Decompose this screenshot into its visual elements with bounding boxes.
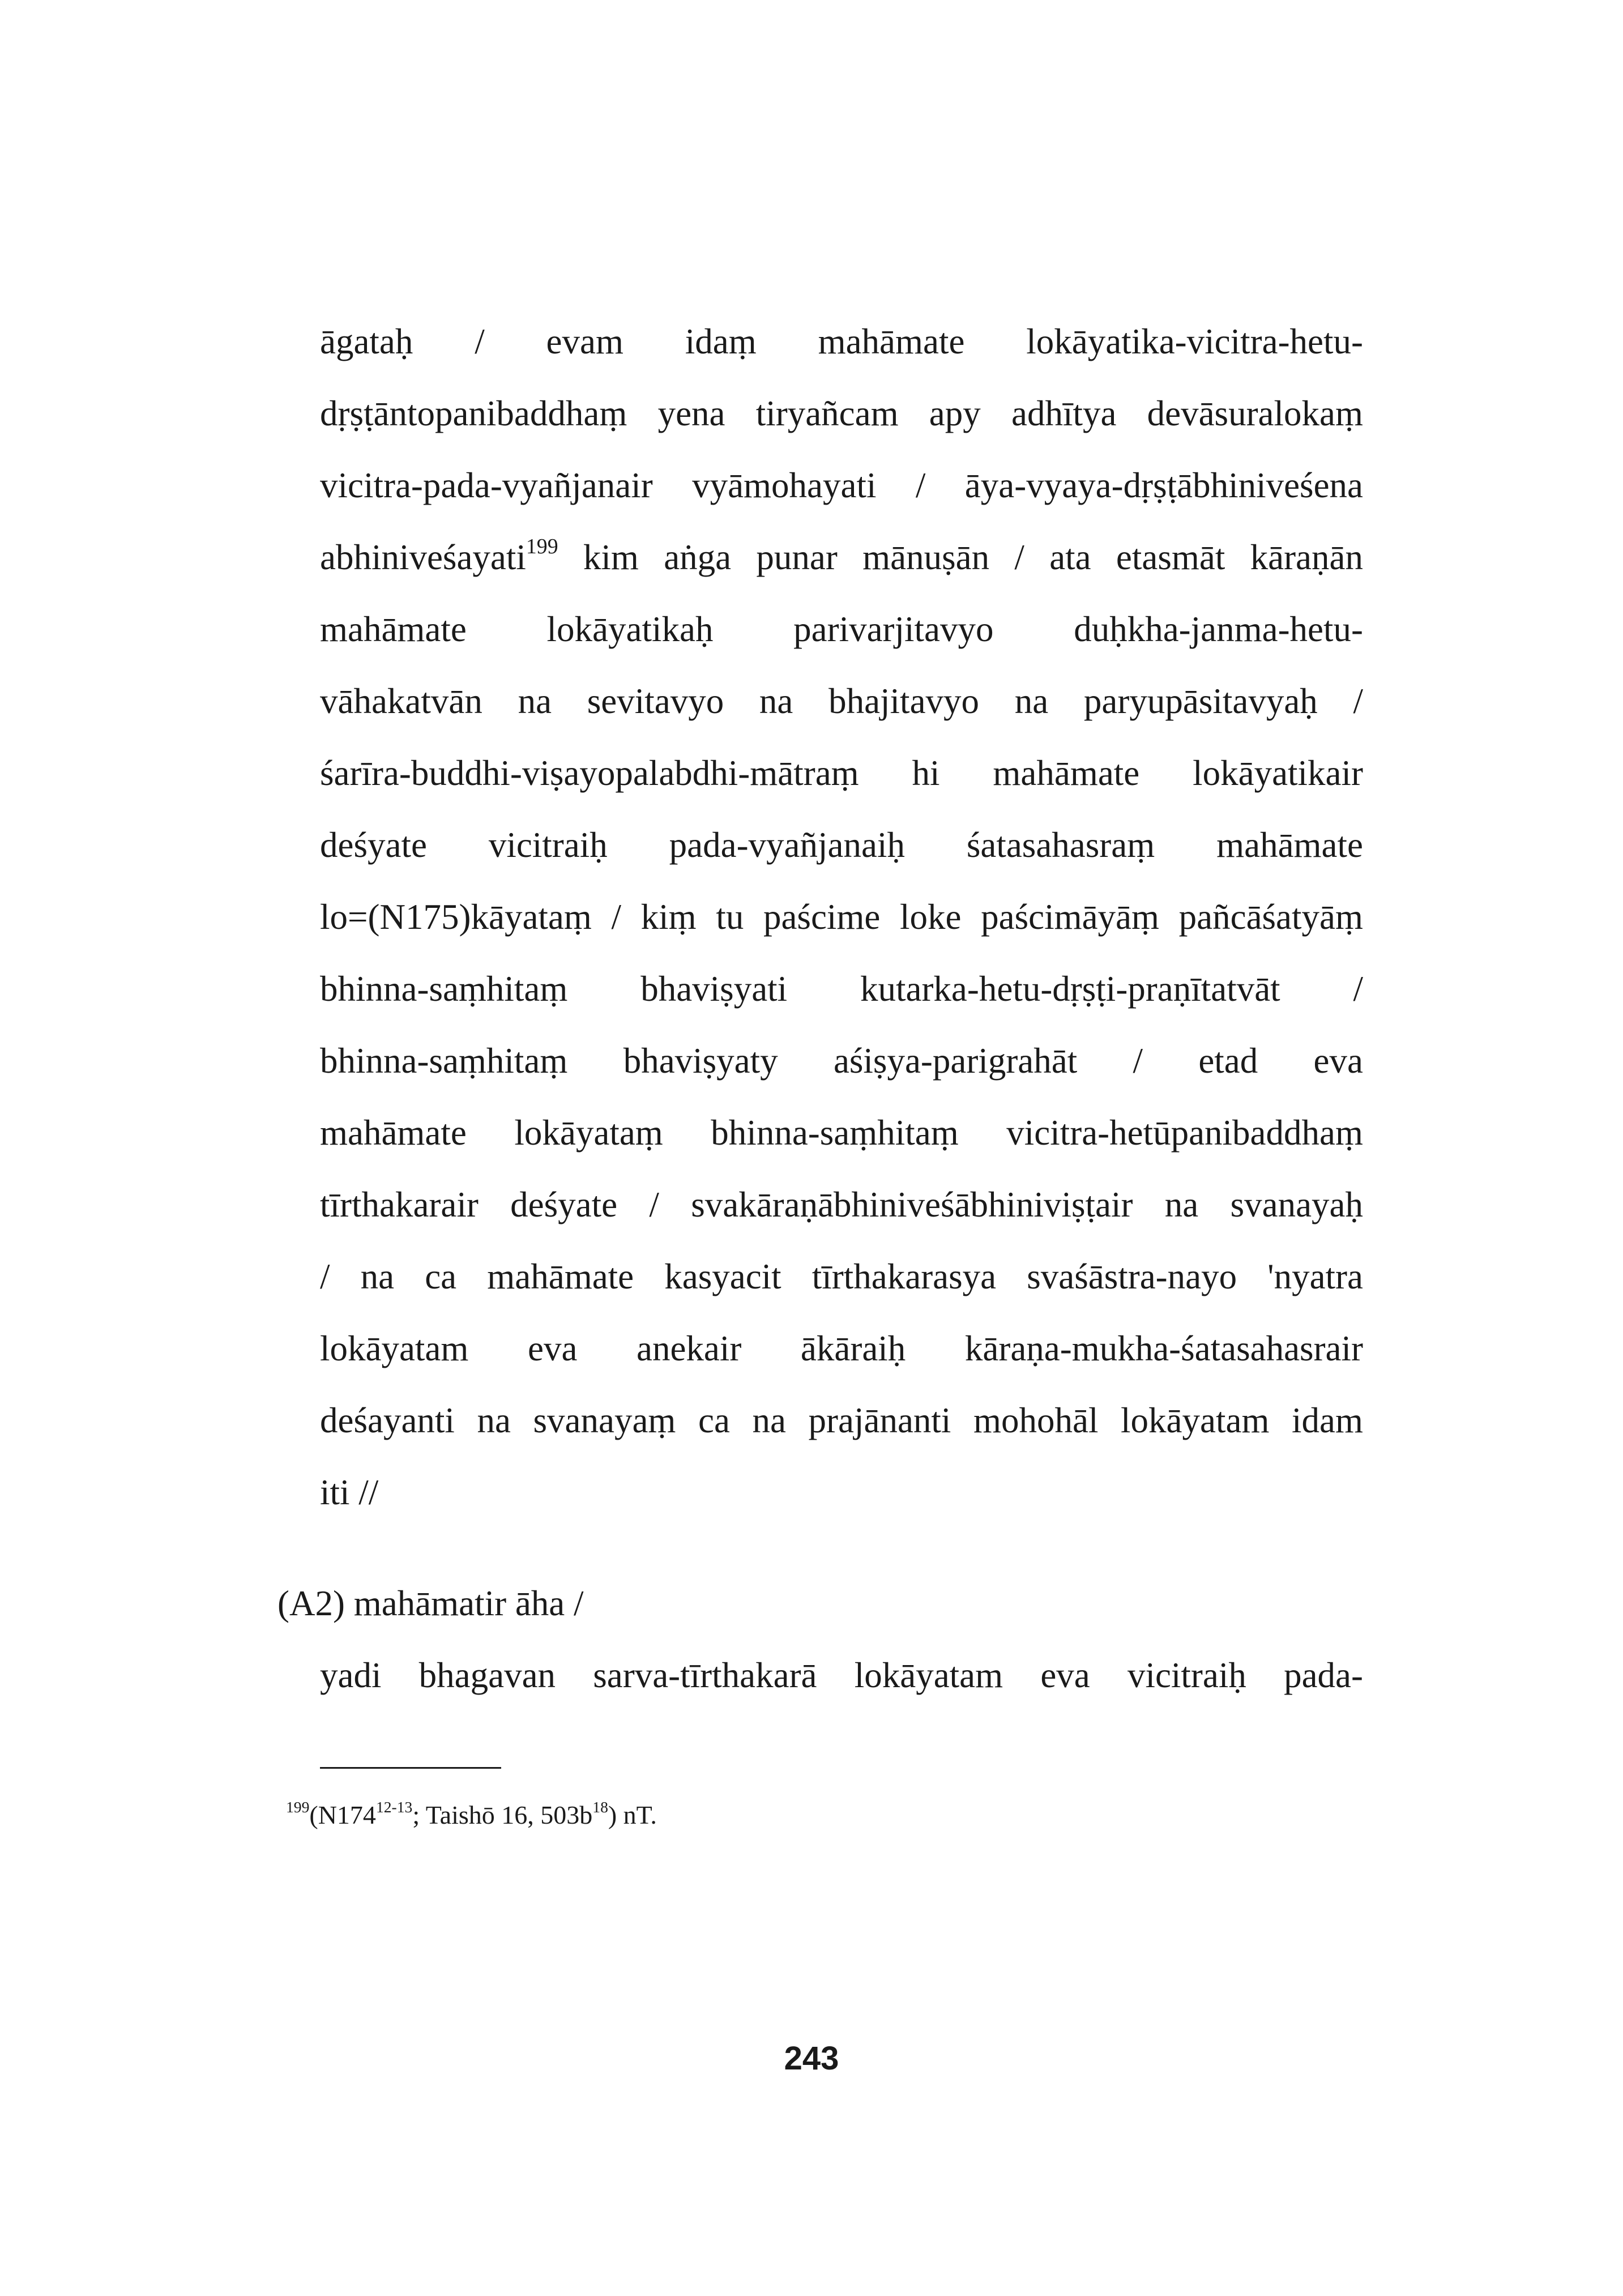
footnote	[286, 1795, 657, 1835]
text-fragment: kim aṅga punar mānuṣān / ata etasmāt kāraṇān	[583, 537, 1363, 577]
text-line: lo=(N175)kāyataṃ / kiṃ tu paścime loke paścimāyāṃ pañcāśatyāṃ	[320, 897, 1363, 937]
section-first-line: yadi bhagavan sarva-tīrthakarā lokāyatam eva vicitraiḥ pada-	[320, 1655, 1363, 1695]
text-line: mahāmate lokāyataṃ bhinna-saṃhitaṃ vicitra-hetūpanibaddhaṃ	[320, 1113, 1363, 1153]
text-line: śarīra-buddhi-viṣayopalabdhi-mātraṃ hi mahāmate lokāyatikair	[320, 753, 1363, 793]
footnote-superscript: 18	[592, 1798, 608, 1816]
text-line: vāhakatvān na sevitavyo na bhajitavyo na paryupāsitavyaḥ /	[320, 681, 1363, 721]
text-line: tīrthakarair deśyate / svakāraṇābhiniveśābhiniviṣṭair na svanayaḥ	[320, 1185, 1363, 1224]
footnote-superscript: 12-13	[375, 1798, 413, 1816]
text-line: dṛṣṭāntopanibaddhaṃ yena tiryañcam apy adhītya devāsuralokaṃ	[320, 394, 1363, 433]
text-line: bhinna-saṃhitaṃ bhaviṣyaty aśiṣya-parigrahāt / etad eva	[320, 1041, 1363, 1081]
text-line: bhinna-saṃhitaṃ bhaviṣyati kutarka-hetu-dṛṣṭi-praṇītatvāt /	[320, 969, 1363, 1009]
footnote-text: ; Taishō 16, 503b	[412, 1800, 593, 1829]
text-line-with-footnote	[320, 522, 1363, 594]
text-line: lokāyatam eva anekair ākāraiḥ kāraṇa-mukha-śatasahasrair	[320, 1329, 1363, 1368]
text-fragment: abhiniveśayati	[320, 537, 526, 577]
footnote-text: ) nT.	[608, 1800, 657, 1829]
footnote-divider	[320, 1767, 501, 1769]
main-text-block	[320, 306, 1363, 1529]
text-line: deśayanti na svanayaṃ ca na prajānanti mohohāl lokāyatam idam	[320, 1401, 1363, 1440]
footnote-marker[interactable]: 199	[526, 535, 558, 559]
page-number: 243	[784, 2040, 839, 2077]
text-line: / na ca mahāmate kasyacit tīrthakarasya svaśāstra-nayo 'nyatra	[320, 1257, 1363, 1296]
text-line: deśyate vicitraiḥ pada-vyañjanaiḥ śatasahasraṃ mahāmate	[320, 825, 1363, 865]
text-line: vicitra-pada-vyañjanair vyāmohayati / āya-vyaya-dṛṣṭābhiniveśena	[320, 466, 1363, 505]
main-paragraph	[320, 306, 1363, 1529]
text-line: mahāmate lokāyatikaḥ parivarjitavyo duḥkha-janma-hetu-	[320, 609, 1363, 649]
section-heading: (A2) mahāmatir āha /	[277, 1584, 584, 1623]
text-line: āgataḥ / evam idaṃ mahāmate lokāyatika-vicitra-hetu-	[320, 322, 1363, 361]
footnote-text: (N174	[309, 1800, 376, 1829]
text-line: iti //	[320, 1473, 379, 1512]
footnote-number: 199	[286, 1798, 310, 1816]
